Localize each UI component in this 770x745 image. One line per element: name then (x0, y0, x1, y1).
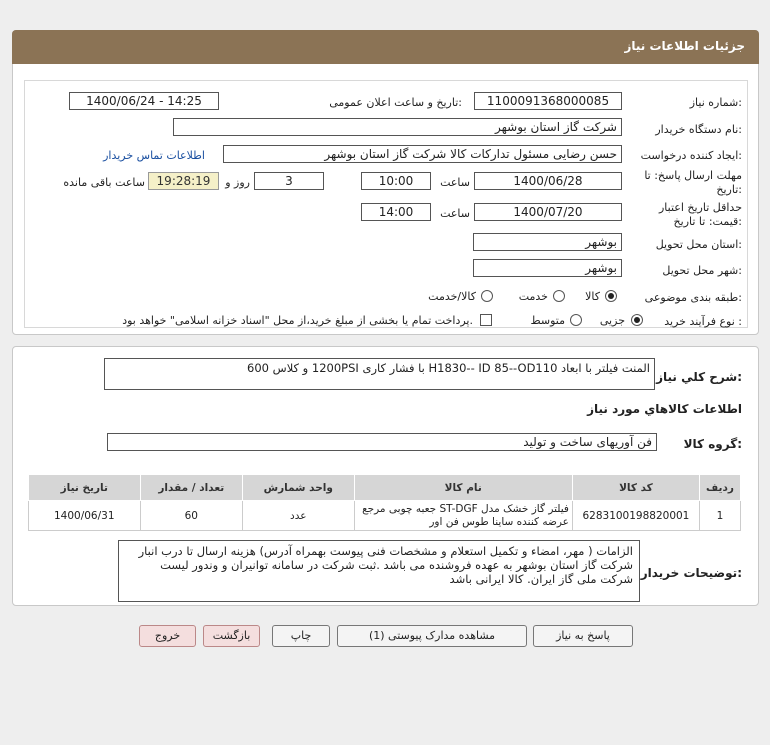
province-field[interactable]: بوشهر (473, 233, 622, 251)
deadline-label: مهلت ارسال پاسخ: تا (644, 169, 742, 182)
category-option-goods-service: کالا/خدمت (428, 290, 476, 303)
cell-row: 1 (699, 501, 740, 531)
days-field[interactable]: 3 (254, 172, 324, 190)
category-radio-goods[interactable] (605, 290, 617, 302)
validity-label-2: قیمت: تا تاریخ: (673, 215, 742, 228)
col-date: تاریخ نیاز (29, 475, 141, 501)
cell-qty: 60 (140, 501, 243, 531)
col-code: کد کالا (572, 475, 699, 501)
buyer-notes-field[interactable]: الزامات ( مهر، امضاء و تکمیل استعلام و مشخصات فنی پیوست بهمراه آدرس) هزینه ارسال تا درب انبار شرکت گاز استان بوشهر به عهده فروشنده می باشد .ثبت شرکت در سامانه توانیران و وندور لیست شرکت ملی گاز ایران. کالا ایرانی باشد (118, 540, 640, 602)
items-table-header (29, 475, 741, 501)
process-radio-medium[interactable] (570, 314, 582, 326)
province-label: استان محل تحویل: (655, 238, 742, 251)
city-label: شهر محل تحویل: (662, 264, 742, 277)
col-row: ردیف (699, 475, 740, 501)
announce-label: تاریخ و ساعت اعلان عمومی: (329, 96, 462, 109)
col-qty: تعداد / مقدار (140, 475, 243, 501)
category-option-service: خدمت (518, 290, 548, 303)
validity-label: حداقل تاریخ اعتبار (658, 201, 742, 214)
city-field[interactable]: بوشهر (473, 259, 622, 277)
exit-button[interactable]: خروج (139, 625, 196, 647)
print-button[interactable]: چاپ (272, 625, 330, 647)
cell-date: 1400/06/31 (29, 501, 141, 531)
buyer-notes-label: توضیحات خریدار: (640, 566, 742, 580)
process-label: نوع فرآیند خرید : (664, 315, 742, 328)
buyer-org-label: نام دستگاه خریدار: (655, 123, 742, 136)
table-row[interactable] (29, 501, 741, 531)
category-label: طبقه بندی موضوعی: (644, 291, 742, 304)
items-table (28, 474, 741, 531)
validity-date-field[interactable]: 1400/07/20 (474, 203, 622, 221)
cell-name: فیلتر گاز خشک مدل ST-DGF جعبه چوبی مرجع عرضه کننده ساینا طوس فن اور (354, 501, 572, 531)
col-name: نام کالا (354, 475, 572, 501)
deadline-time-field[interactable]: 10:00 (361, 172, 431, 190)
attachments-button[interactable]: مشاهده مدارک پیوستی (1) (337, 625, 527, 647)
process-option-medium: متوسط (530, 314, 565, 327)
creator-field[interactable]: حسن رضایی مسئول تدارکات کالا شرکت گاز استان بوشهر (223, 145, 622, 163)
goods-group-field[interactable]: فن آوریهای ساخت و تولید (107, 433, 657, 451)
treasury-note: پرداخت تمام یا بخشی از مبلغ خرید،از محل "اسناد خزانه اسلامی" خواهد بود. (122, 314, 473, 327)
summary-label: شرح کلي نياز: (656, 370, 742, 384)
need-number-field[interactable]: 1100091368000085 (474, 92, 622, 110)
need-number-label: شماره نیاز: (689, 96, 742, 109)
days-label: روز و (225, 176, 250, 189)
buyer-org-field[interactable]: شرکت گاز استان بوشهر (173, 118, 622, 136)
deadline-label-2: تاریخ: (716, 183, 742, 196)
deadline-time-label: ساعت (440, 176, 470, 189)
treasury-checkbox[interactable] (480, 314, 492, 326)
announce-field[interactable]: 1400/06/24 - 14:25 (69, 92, 219, 110)
buyer-contact-link[interactable]: اطلاعات تماس خریدار (103, 149, 205, 162)
cell-code: 6283100198820001 (572, 501, 699, 531)
panel-title: جزئیات اطلاعات نیاز (12, 30, 759, 64)
col-unit: واحد شمارش (243, 475, 354, 501)
remaining-label: ساعت باقی مانده (63, 176, 145, 189)
goods-group-label: گروه کالا: (683, 437, 742, 451)
reply-button[interactable]: پاسخ به نیاز (533, 625, 633, 647)
validity-time-field[interactable]: 14:00 (361, 203, 431, 221)
process-option-minor: جزیی (599, 314, 625, 327)
category-option-goods: کالا (585, 290, 600, 303)
process-radio-minor[interactable] (631, 314, 643, 326)
creator-label: ایجاد کننده درخواست: (640, 149, 742, 162)
items-section-title: اطلاعات کالاهاي مورد نياز (587, 402, 742, 416)
remaining-time-field: 19:28:19 (148, 172, 219, 190)
validity-time-label: ساعت (440, 207, 470, 220)
cell-unit: عدد (243, 501, 354, 531)
back-button[interactable]: بازگشت (203, 625, 260, 647)
deadline-date-field[interactable]: 1400/06/28 (474, 172, 622, 190)
category-radio-goods-service[interactable] (481, 290, 493, 302)
category-radio-service[interactable] (553, 290, 565, 302)
summary-field[interactable]: المنت فیلتر با ابعاد H1830-- ID 85--OD110 با فشار کاری 1200PSI و کلاس 600 (104, 358, 655, 390)
